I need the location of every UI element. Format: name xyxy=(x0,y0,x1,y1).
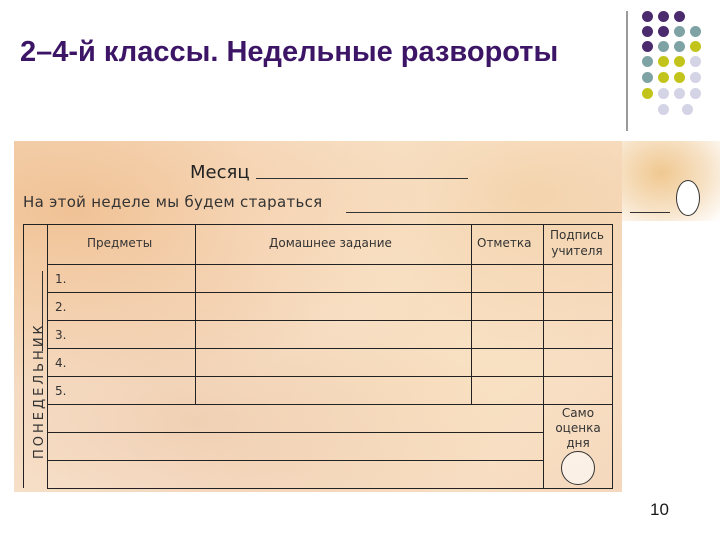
week-goal-label: На этой неделе мы будем стараться xyxy=(23,193,323,211)
week-goal-line xyxy=(346,212,622,213)
header-teacher-signature: Подпись учителя xyxy=(550,228,604,258)
table-col-line xyxy=(47,224,48,488)
header-grade: Отметка xyxy=(477,236,532,250)
table-border-bottom xyxy=(47,488,613,489)
header-subjects: Предметы xyxy=(87,236,153,250)
decorative-divider xyxy=(626,11,628,131)
slide-title: 2–4-й классы. Недельные развороты xyxy=(20,36,559,68)
header-homework: Домашнее задание xyxy=(269,236,392,250)
row-number: 4. xyxy=(55,356,67,370)
row-number: 5. xyxy=(55,384,67,398)
self-assessment-circle xyxy=(561,451,595,485)
slide-number: 10 xyxy=(650,500,669,519)
table-row-line xyxy=(47,460,543,461)
row-number: 2. xyxy=(55,300,67,314)
month-input-line xyxy=(256,178,468,179)
planner-page xyxy=(14,141,622,492)
row-number: 3. xyxy=(55,328,67,342)
table-border-left xyxy=(23,224,24,488)
table-row-line xyxy=(47,292,613,293)
table-col-line xyxy=(543,224,544,488)
table-row-line xyxy=(47,320,613,321)
goal-line-continued xyxy=(630,212,670,213)
month-label: Месяц xyxy=(190,162,250,183)
oval-mark xyxy=(676,180,700,216)
table-border-top xyxy=(23,224,613,225)
table-border-right xyxy=(612,224,613,488)
self-assessment-label: Само оценка дня xyxy=(555,406,601,450)
table-row-line xyxy=(47,432,543,433)
table-col-line xyxy=(471,224,472,404)
table-row-line xyxy=(47,376,613,377)
day-label: ПОНЕДЕЛЬНИК xyxy=(32,322,47,459)
table-row-line xyxy=(47,348,613,349)
background-image-edge xyxy=(622,141,720,221)
table-col-line xyxy=(195,224,196,404)
table-row-line xyxy=(47,264,613,265)
table-row-line xyxy=(47,404,613,405)
row-number: 1. xyxy=(55,272,67,286)
